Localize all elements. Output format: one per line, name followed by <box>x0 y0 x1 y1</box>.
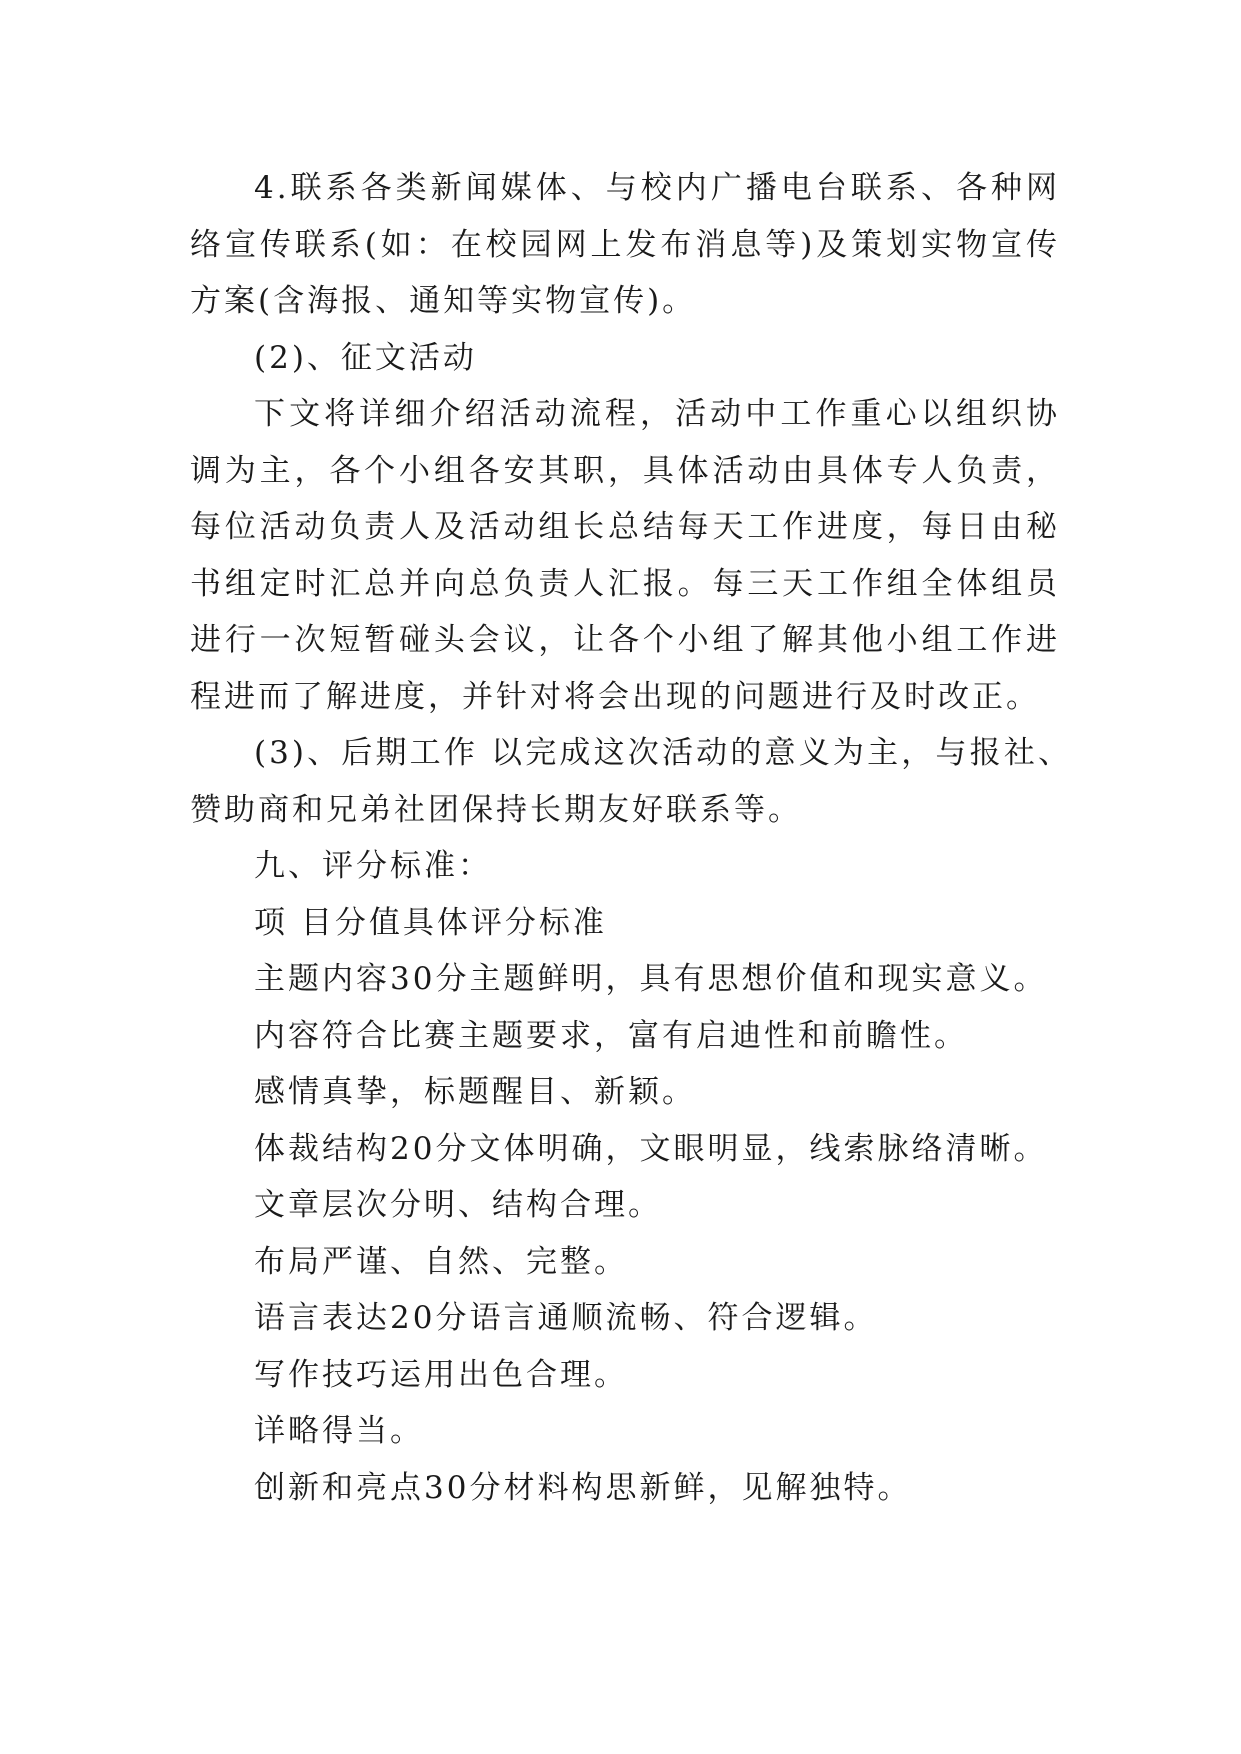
section-heading-scoring-criteria: 九、评分标准： <box>254 848 492 884</box>
scoring-table-header: 项 目分值具体评分标准 <box>254 904 607 941</box>
paragraph-activity-process: 下文将详细介绍活动流程，活动中工作重心以组织协调为主，各个小组各安其职，具体活动由具体专人负责，每位活动负责人及活动组长总结每天工作进度，每日由秘书组定时汇总并向总负责人汇报。每三天工作组全体组员进行一次短暂碰头会议，让各个小组了解其他小组工作进程进而了解进度，并针对将会出现的问题进行及时改正。 <box>190 396 1060 715</box>
paragraph-follow-up-work: (3)、后期工作 以完成这次活动的意义为主，与报社、赞助商和兄弟社团保持长期友好联系等。 <box>190 735 1072 828</box>
scoring-item-theme: 主题内容30分主题鲜明，具有思想价值和现实意义。 <box>254 961 1048 997</box>
document-body <box>190 160 1072 1516</box>
scoring-line: 内容符合比赛主题要求，富有启迪性和前瞻性。 <box>254 1017 968 1054</box>
scoring-line: 布局严谨、自然、完整。 <box>254 1243 628 1280</box>
scoring-line: 感情真挚，标题醒目、新颖。 <box>254 1074 696 1110</box>
scoring-item-language: 语言表达20分语言通顺流畅、符合逻辑。 <box>254 1300 878 1336</box>
scoring-item-innovation: 创新和亮点30分材料构思新鲜，见解独特。 <box>254 1469 912 1506</box>
scoring-line: 写作技巧运用出色合理。 <box>254 1356 628 1393</box>
paragraph-essay-activity-heading: (2)、征文活动 <box>254 339 477 376</box>
scoring-item-structure: 体裁结构20分文体明确，文眼明显，线索脉络清晰。 <box>254 1130 1048 1167</box>
scoring-line: 详略得当。 <box>254 1413 424 1449</box>
paragraph-media-contact: 4.联系各类新闻媒体、与校内广播电台联系、各种网络宣传联系(如：在校园网上发布消息等)及策划实物宣传方案(含海报、通知等实物宣传)。 <box>190 170 1060 319</box>
scoring-line: 文章层次分明、结构合理。 <box>254 1187 662 1223</box>
